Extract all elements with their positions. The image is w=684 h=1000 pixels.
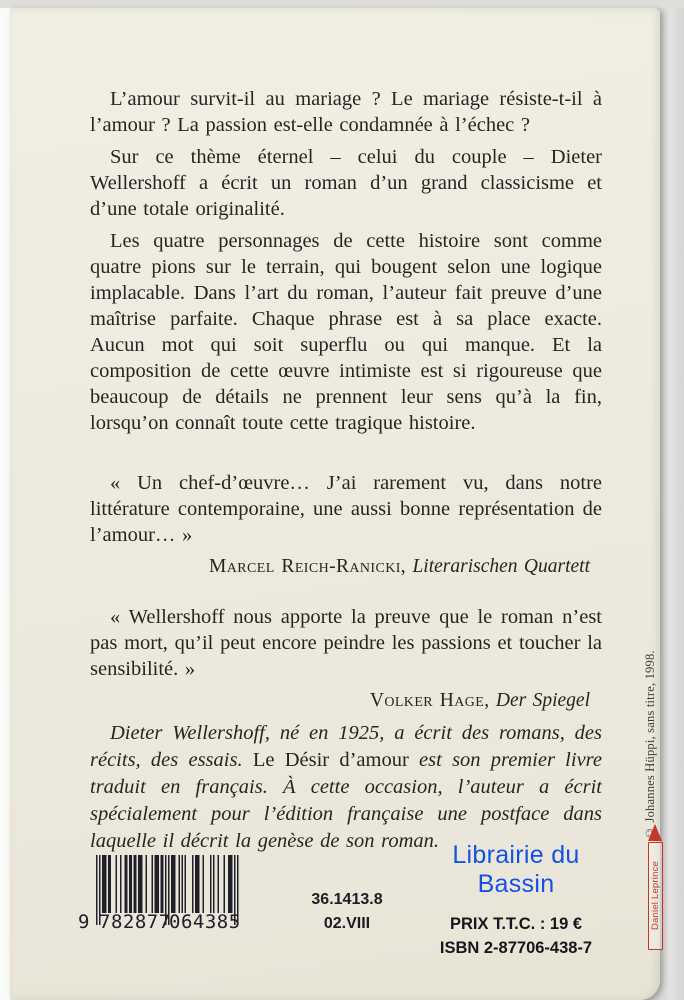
press-quote-1-attribution [90, 554, 602, 580]
quote-1-source: Literarischen Quartett [406, 556, 590, 577]
barcode-digits-group1: 782877 [99, 911, 171, 933]
price-line: PRIX T.T.C. : 19 € [449, 915, 583, 933]
ean13-barcode [78, 855, 288, 943]
price-block [416, 841, 616, 960]
pencil-label: Daniel Leprince [649, 861, 661, 931]
bio-lead: Dieter Wellershoff, né en 1925, a écrit des romans, des récits, des essais. [90, 722, 602, 771]
pencil-body-icon [648, 842, 663, 950]
cover-photo-credit: © Johannes Hüppi, sans titre, 1998. [643, 650, 657, 840]
press-quote-1: « Un chef-d’œuvre… J’ai rarement vu, dans notre littérature contemporaine, une aussi bonne représentation de l’amour… » [90, 472, 602, 546]
print-code-line1: 36.1413.8 [311, 891, 383, 908]
bio-tail: est son premier livre traduit en français. À cette occasion, l’auteur a écrit spécialement pour l’édition française une postface dans laquelle il décrit la genèse de son roman. [90, 749, 602, 852]
author-bio [90, 720, 602, 855]
press-quote-2-attribution [90, 688, 602, 714]
blurb-paragraph-2: Sur ce thème éternel – celui du couple – Dieter Wellershoff a écrit un roman d’un grand classicisme et d’une totale originalité. [90, 146, 602, 220]
press-quote-2: « Wellershoff nous apporte la preuve que le roman n’est pas mort, qu’il peut encore peindre les passions et toucher la sensibilité. » [90, 606, 602, 680]
blurb-paragraph-1: L’amour survit-il au mariage ? Le mariage résiste-t-il à l’amour ? La passion est-elle condamnée à l’échec ? [90, 88, 602, 136]
bookstore-stamp: Librairie du Bassin [452, 841, 580, 898]
quote-1-author: Marcel Reich-Ranicki, [209, 556, 407, 577]
quote-2-source: Der Spiegel [489, 690, 590, 711]
pencil-tip-icon [648, 824, 662, 841]
blurb-column [90, 86, 602, 861]
barcode-digits-group2: 064385 [169, 911, 241, 933]
print-codes [292, 888, 402, 936]
quote-2-author: Volker Hage, [369, 690, 490, 711]
isbn-line: ISBN 2-87706-438-7 [439, 939, 593, 957]
barcode-digit-left: 9 [78, 911, 90, 933]
print-code-line2: 02.VIII [323, 915, 371, 932]
blurb-paragraph-3: Les quatre personnages de cette histoire sont comme quatre pions sur le terrain, qui bougent selon une logique implacable. Dans l’art du roman, l’auteur fait preuve d’une maîtrise parfaite. Chaque phrase est à sa place exacte. Aucun mot qui soit superflu ou qui manque. Et la composition de cette œuvre intimiste est si rigoureuse que beaucoup de détails ne prennent leur sens qu’à la fin, lorsqu’on connaît toute cette tragique histoire. [90, 230, 602, 434]
book-back-cover [10, 8, 660, 1000]
publisher-pencil-logo [646, 824, 664, 956]
bio-book-title: Le Désir d’amour [252, 749, 409, 771]
